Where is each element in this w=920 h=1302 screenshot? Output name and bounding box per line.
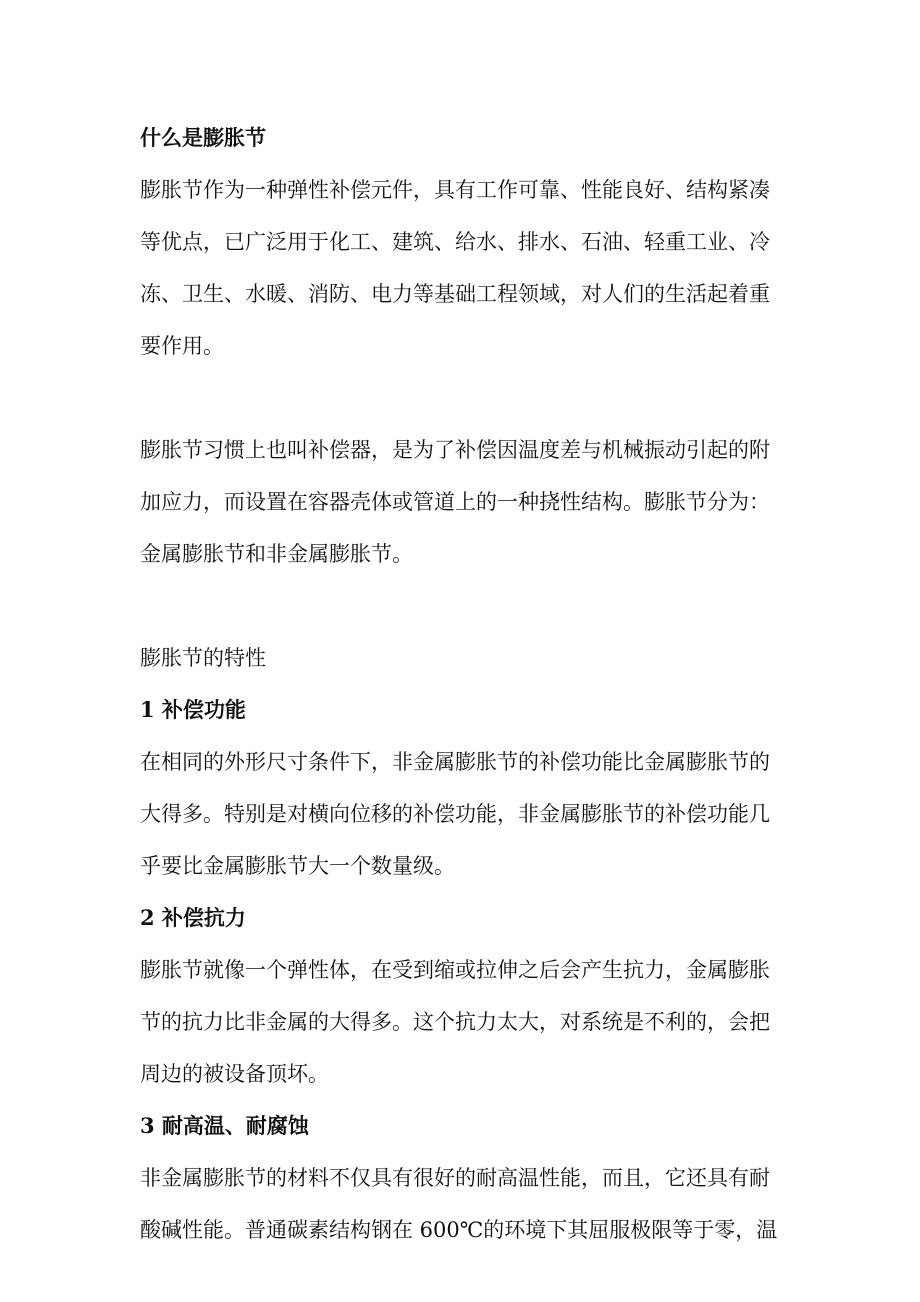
section-title: 膨胀节的特性 <box>140 646 266 670</box>
paragraph-line: 加应力，而设置在容器壳体或管道上的一种挠性结构。膨胀节分为： <box>140 490 770 514</box>
paragraph-line: 乎要比金属膨胀节大一个数量级。 <box>140 854 455 878</box>
paragraph-line: 酸碱性能。普通碳素结构钢在 600℃的环境下其屈服极限等于零，温 <box>140 1218 778 1242</box>
paragraph-spacer <box>140 372 790 424</box>
feature-item-compensation <box>140 684 790 892</box>
paragraph-line: 膨胀节习惯上也叫补偿器，是为了补偿因温度差与机械振动引起的附 <box>140 438 770 462</box>
paragraph-line: 节的抗力比非金属的大得多。这个抗力太大，对系统是不利的，会把 <box>140 1010 770 1034</box>
paragraph-line: 冻、卫生、水暖、消防、电力等基础工程领域，对人们的生活起着重 <box>140 282 770 306</box>
feature-heading: 2 补偿抗力 <box>140 905 246 930</box>
paragraph-spacer <box>140 580 790 632</box>
paragraph-line: 膨胀节就像一个弹性体，在受到缩或拉伸之后会产生抗力，金属膨胀 <box>140 958 770 982</box>
paragraph-line: 等优点，已广泛用于化工、建筑、给水、排水、石油、轻重工业、冷 <box>140 230 770 254</box>
paragraph-line: 周边的被设备顶坏。 <box>140 1062 329 1086</box>
paragraph-line: 金属膨胀节和非金属膨胀节。 <box>140 542 413 566</box>
paragraph-line: 非金属膨胀节的材料不仅具有很好的耐高温性能，而且，它还具有耐 <box>140 1166 770 1190</box>
feature-item-heat-corrosion <box>140 1100 790 1256</box>
feature-heading: 3 耐高温、耐腐蚀 <box>140 1113 309 1138</box>
paragraph-line: 在相同的外形尺寸条件下，非金属膨胀节的补偿功能比金属膨胀节的 <box>140 750 770 774</box>
feature-heading: 1 补偿功能 <box>140 697 246 722</box>
paragraph-line: 膨胀节作为一种弹性补偿元件，具有工作可靠、性能良好、结构紧凑 <box>140 178 770 202</box>
doc-title: 什么是膨胀节 <box>140 125 266 150</box>
definition-paragraph <box>140 424 790 580</box>
intro-paragraph <box>140 164 790 372</box>
feature-item-resistance <box>140 892 790 1100</box>
paragraph-line: 大得多。特别是对横向位移的补偿功能，非金属膨胀节的补偿功能几 <box>140 802 770 826</box>
paragraph-line: 要作用。 <box>140 334 224 358</box>
document-page <box>140 112 790 1256</box>
